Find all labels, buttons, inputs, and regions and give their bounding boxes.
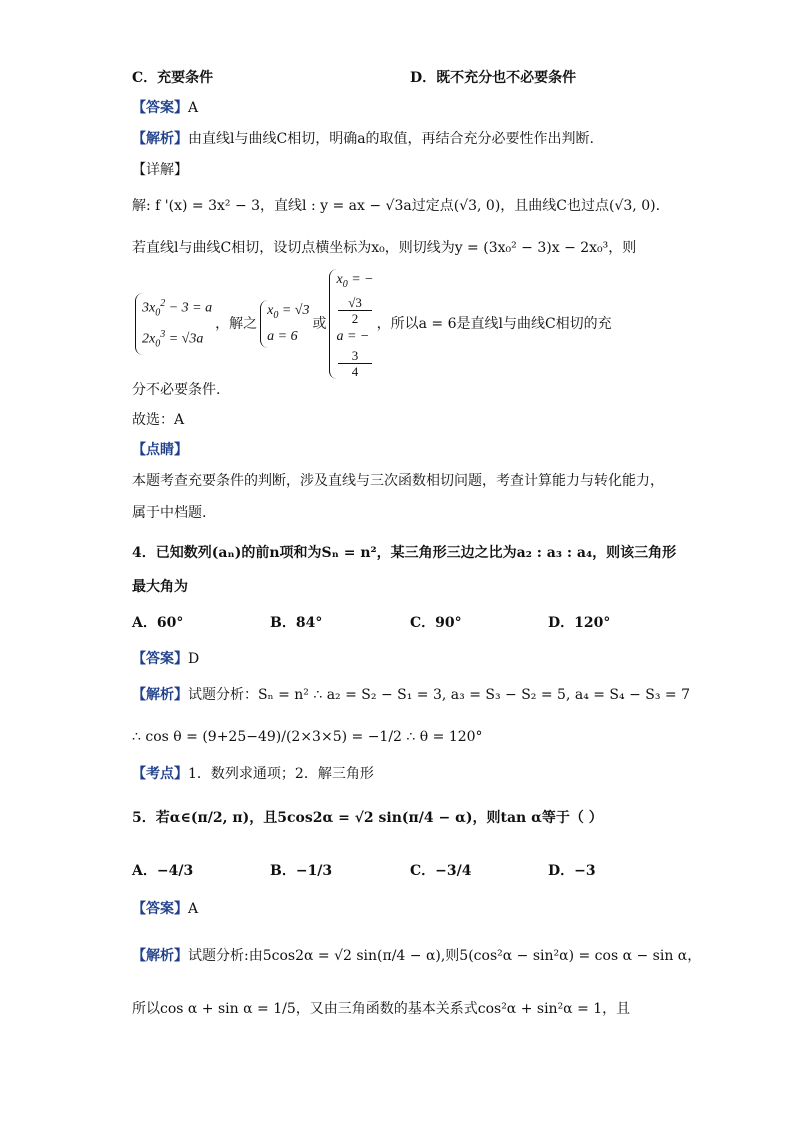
q4-option-c: C．90° [410,615,462,631]
detail-tag: 【详解】 [132,162,188,178]
detail-line-1: 解: f '(x) = 3x² − 3，直线l : y = ax − √3a过定点(√3, 0)，且曲线C也过点(√3, 0). [132,198,661,214]
detail-line-3-text3: ，所以a = 6是直线l与曲线C相切的充 [376,316,612,332]
option-d: D．既不充分也不必要条件 [410,70,577,86]
comment-tag [132,440,188,460]
comment-line-2: 属于中档题. [132,505,207,521]
answer-value: A [188,100,199,116]
q4-option-d: D．120° [548,615,611,631]
detail-line-4: 分不必要条件. [132,382,221,398]
q4-kaodian-line [132,764,374,784]
q4-stem-line-2: 最大角为 [132,579,188,595]
detail-line-2: 若直线l与曲线C相切，设切点横坐标为x₀，则切线为y = (3x₀² − 3)x − 2x₀³，则 [132,240,637,256]
q4-kaodian-text: 1．数列求通项；2．解三角形 [188,766,374,782]
q5-option-d: D．−3 [548,863,596,879]
q5-analysis-line-1 [132,946,701,966]
q4-answer-tag: 【答案】 [132,651,188,667]
q5-answer-tag: 【答案】 [132,901,188,917]
q4-kaodian-tag: 【考点】 [132,766,188,782]
q5-analysis-tag: 【解析】 [132,948,188,964]
q5-option-b: B．−1/3 [270,863,333,879]
q5-analysis-line-2: 所以cos α + sin α = 1/5，又由三角函数的基本关系式cos²α + sin²α = 1，且 [132,1001,631,1017]
detail-line-3 [132,271,612,380]
q4-answer-value: D [188,651,200,667]
analysis-text: 由直线l与曲线C相切，明确a的取值，再结合充分必要性作出判断. [188,131,594,147]
q4-analysis-line-1 [132,685,690,705]
choose-line: 故选：A [132,412,185,428]
q4-stem-line-1: 4．已知数列(aₙ)的前n项和为Sₙ = n²，某三角形三边之比为a₂ : a₃ : a₄，则该三角形 [132,545,677,561]
comment-line-1: 本题考查充要条件的判断，涉及直线与三次函数相切问题，考查计算能力与转化能力， [132,473,664,489]
analysis-line [132,129,594,149]
q5-answer-value: A [188,901,199,917]
q4-option-b: B．84° [270,615,323,631]
q4-answer-line [132,649,199,669]
q4-analysis-text-1: 试题分析：Sₙ = n² ∴ a₂ = S₂ − S₁ = 3, a₃ = S₃ − S₂ = 5, a₄ = S₄ − S₃ = 7 [188,687,691,703]
q5-stem: 5．若α∈(π/2, π)，且5cos2α = √2 sin(π/4 − α)，则tan α等于（ ） [132,810,603,826]
analysis-tag: 【解析】 [132,131,188,147]
answer-tag: 【答案】 [132,100,188,116]
q5-option-c: C．−3/4 [410,863,472,879]
q5-answer-line [132,899,198,919]
option-c: C．充要条件 [132,70,214,86]
q4-analysis-line-2: ∴ cos θ = (9+25−49)/(2×3×5) = −1/2 ∴ θ = 120° [132,729,483,745]
q5-analysis-text-1: 试题分析:由5cos2α = √2 sin(π/4 − α),则5(cos²α − sin²α) = cos α − sin α， [188,948,702,964]
comment-tag-label: 【点睛】 [132,442,188,458]
equation-solution-2: $x_0$ = − √3 2 a = − 3 4 [329,269,373,380]
q5-option-a: A．−4/3 [132,863,194,879]
answer-line [132,98,198,118]
detail-line-3-text2: 或 [312,316,327,332]
equation-system-1: $3x_0^2 - 3 = a$ $2x_0^3 = √3a$ [135,293,212,356]
q4-option-a: A．60° [132,615,184,631]
detail-line-3-text1: ，解之 [215,316,258,332]
equation-solution-1: $x_0 = √3$ a = 6 [260,300,309,349]
q4-analysis-tag: 【解析】 [132,687,188,703]
